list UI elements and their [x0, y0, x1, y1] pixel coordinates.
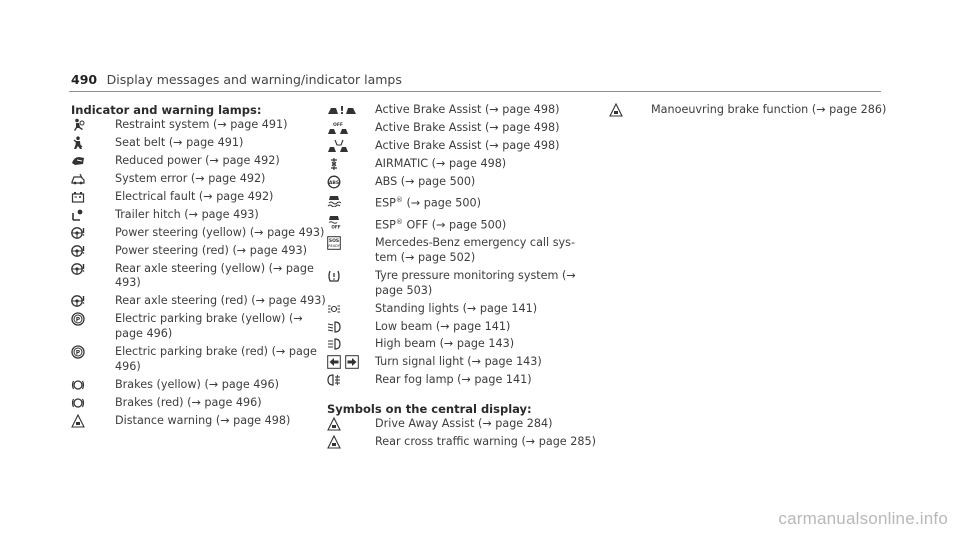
- list-item: [327, 103, 597, 118]
- list-item-text: Electric parking brake (red) (→ page 496): [115, 345, 317, 373]
- emergency-call-icon: [327, 236, 341, 250]
- list-item: [71, 396, 326, 411]
- list-item-text: Trailer hitch (→ page 493): [115, 207, 259, 221]
- list-item-text: [375, 215, 597, 233]
- esp-off-label: ESP: [375, 218, 396, 232]
- list-item-text: ABS (→ page 500): [375, 174, 476, 188]
- list-item-text: AIRMATIC (→ page 498): [375, 156, 507, 170]
- brakes-yellow-icon: [71, 378, 85, 392]
- list-item-text: Drive Away Assist (→ page 284): [375, 417, 553, 431]
- list-item-text: Rear cross traffic warning (→ page 285): [375, 435, 596, 449]
- esp-ref: (→ page 500): [402, 196, 481, 210]
- active-brake-assist-icon: [327, 103, 357, 117]
- list-item: [71, 226, 326, 241]
- svg-text:P: P: [75, 349, 81, 357]
- list-item: [71, 244, 326, 259]
- list-item: [327, 236, 597, 265]
- rear-cross-traffic-icon: [327, 435, 341, 449]
- column-central-display: [609, 103, 889, 121]
- list-item-text: Active Brake Assist (→ page 498): [375, 120, 560, 134]
- list-item-text: System error (→ page 492): [115, 171, 266, 185]
- rear-axle-steering-yellow-icon: [71, 262, 85, 276]
- parking-brake-red-icon: [71, 345, 85, 359]
- list-item-text: Rear axle steering (red) (→ page 493): [115, 294, 326, 308]
- list-item-text: High beam (→ page 143): [375, 337, 515, 351]
- section-heading-central: Symbols on the central display:: [327, 402, 532, 417]
- list-item: [327, 175, 597, 190]
- list-item: [327, 355, 597, 370]
- airmatic-icon: [327, 157, 341, 171]
- brakes-red-icon: [71, 396, 85, 410]
- svg-text:P: P: [75, 316, 81, 324]
- list-item-text: Power steering (red) (→ page 493): [115, 243, 307, 257]
- svg-text:OFF: OFF: [331, 224, 341, 229]
- list-item-text: Mercedes-Benz emergency call sys-tem (→ page 502): [375, 236, 576, 264]
- list-item-text: Rear axle steering (yellow) (→ page 493): [115, 261, 314, 290]
- system-error-icon: [71, 172, 85, 186]
- electrical-fault-icon: [71, 190, 85, 204]
- turn-signal-left-icon: [327, 355, 341, 369]
- list-item: [327, 193, 597, 211]
- list-item-text: Brakes (yellow) (→ page 496): [115, 377, 279, 391]
- list-item: [327, 302, 597, 317]
- list-item: [327, 337, 597, 352]
- tyre-pressure-icon: [327, 269, 341, 283]
- watermark: carmanualsonline.info: [778, 509, 948, 528]
- list-item-text: Electrical fault (→ page 492): [115, 189, 274, 203]
- list-item: [327, 435, 597, 450]
- power-steering-yellow-icon: [71, 226, 85, 240]
- list-item-text: [375, 193, 597, 211]
- list-item: [71, 345, 326, 374]
- list-item-text: Active Brake Assist (→ page 498): [375, 138, 560, 152]
- esp-label: ESP: [375, 196, 396, 210]
- column-indicator-lamps-2: [327, 103, 597, 453]
- list-item: [327, 215, 597, 233]
- page-title: Display messages and warning/indicator lamps: [106, 72, 402, 87]
- list-item: [71, 136, 326, 151]
- list-item-text: Reduced power (→ page 492): [115, 153, 280, 167]
- esp-icon: [327, 193, 341, 207]
- list-item: [71, 118, 326, 133]
- list-item: [71, 414, 326, 429]
- list-item: [609, 103, 889, 118]
- list-item: [71, 154, 326, 169]
- abs-icon: [327, 175, 341, 189]
- active-brake-assist-off-icon: [327, 121, 349, 135]
- list-item: [327, 320, 597, 335]
- list-item: [71, 190, 326, 205]
- list-item: [71, 378, 326, 393]
- list-item: [327, 417, 597, 432]
- manoeuvring-brake-icon: [609, 103, 623, 117]
- page-header: [71, 72, 881, 87]
- list-item: [71, 262, 326, 291]
- standing-lights-icon: [327, 302, 341, 316]
- list-item: [71, 172, 326, 187]
- parking-brake-yellow-icon: [71, 312, 85, 326]
- drive-away-assist-icon: [327, 417, 341, 431]
- list-item-text: Low beam (→ page 141): [375, 319, 511, 333]
- list-item: [327, 139, 597, 154]
- column-indicator-lamps-1: [71, 103, 326, 432]
- active-brake-assist-side-icon: [327, 139, 349, 153]
- list-item: [71, 312, 326, 341]
- header-rule: [69, 91, 881, 92]
- reduced-power-icon: [71, 154, 85, 168]
- list-item: [71, 208, 326, 223]
- seat-belt-icon: [71, 136, 85, 150]
- registered-mark: ®: [395, 195, 403, 204]
- list-item-text: Standing lights (→ page 141): [375, 301, 538, 315]
- esp-off-ref: OFF (→ page 500): [402, 218, 507, 232]
- list-item-text: Distance warning (→ page 498): [115, 413, 291, 427]
- list-item-text: Seat belt (→ page 491): [115, 135, 244, 149]
- list-item-text: Tyre pressure monitoring system (→ page 503): [375, 268, 576, 297]
- svg-text:SOS: SOS: [328, 239, 340, 245]
- svg-text:ABS: ABS: [328, 180, 340, 186]
- registered-mark: ®: [395, 217, 403, 226]
- trailer-hitch-icon: [71, 208, 85, 222]
- list-item-text: Rear fog lamp (→ page 141): [375, 373, 532, 387]
- rear-axle-steering-red-icon: [71, 294, 85, 308]
- list-item: [71, 294, 326, 309]
- list-item-text: Active Brake Assist (→ page 498): [375, 103, 560, 116]
- high-beam-icon: [327, 337, 341, 351]
- list-item: [327, 121, 597, 136]
- page-number: 490: [71, 72, 98, 87]
- list-item-text: Brakes (red) (→ page 496): [115, 395, 262, 409]
- distance-warning-icon: [71, 414, 85, 428]
- list-item-text: Manoeuvring brake function (→ page 286): [651, 103, 887, 116]
- low-beam-icon: [327, 320, 341, 334]
- svg-text:!: !: [339, 104, 345, 117]
- list-item: [327, 157, 597, 172]
- list-item-text: Power steering (yellow) (→ page 493): [115, 225, 325, 239]
- svg-text:READY: READY: [328, 244, 340, 249]
- list-item: [327, 269, 597, 298]
- power-steering-red-icon: [71, 244, 85, 258]
- restraint-system-icon: [71, 118, 85, 132]
- esp-off-icon: [327, 215, 341, 229]
- list-item-text: Electric parking brake (yellow) (→ page 496): [115, 312, 303, 341]
- list-item: [327, 373, 597, 388]
- svg-text:OFF: OFF: [333, 122, 343, 128]
- list-item-text: Restraint system (→ page 491): [115, 118, 288, 131]
- list-item-text: Turn signal light (→ page 143): [375, 355, 542, 369]
- section-heading-indicator: Indicator and warning lamps:: [71, 103, 262, 117]
- rear-fog-lamp-icon: [327, 373, 341, 387]
- turn-signal-right-icon: [345, 355, 359, 369]
